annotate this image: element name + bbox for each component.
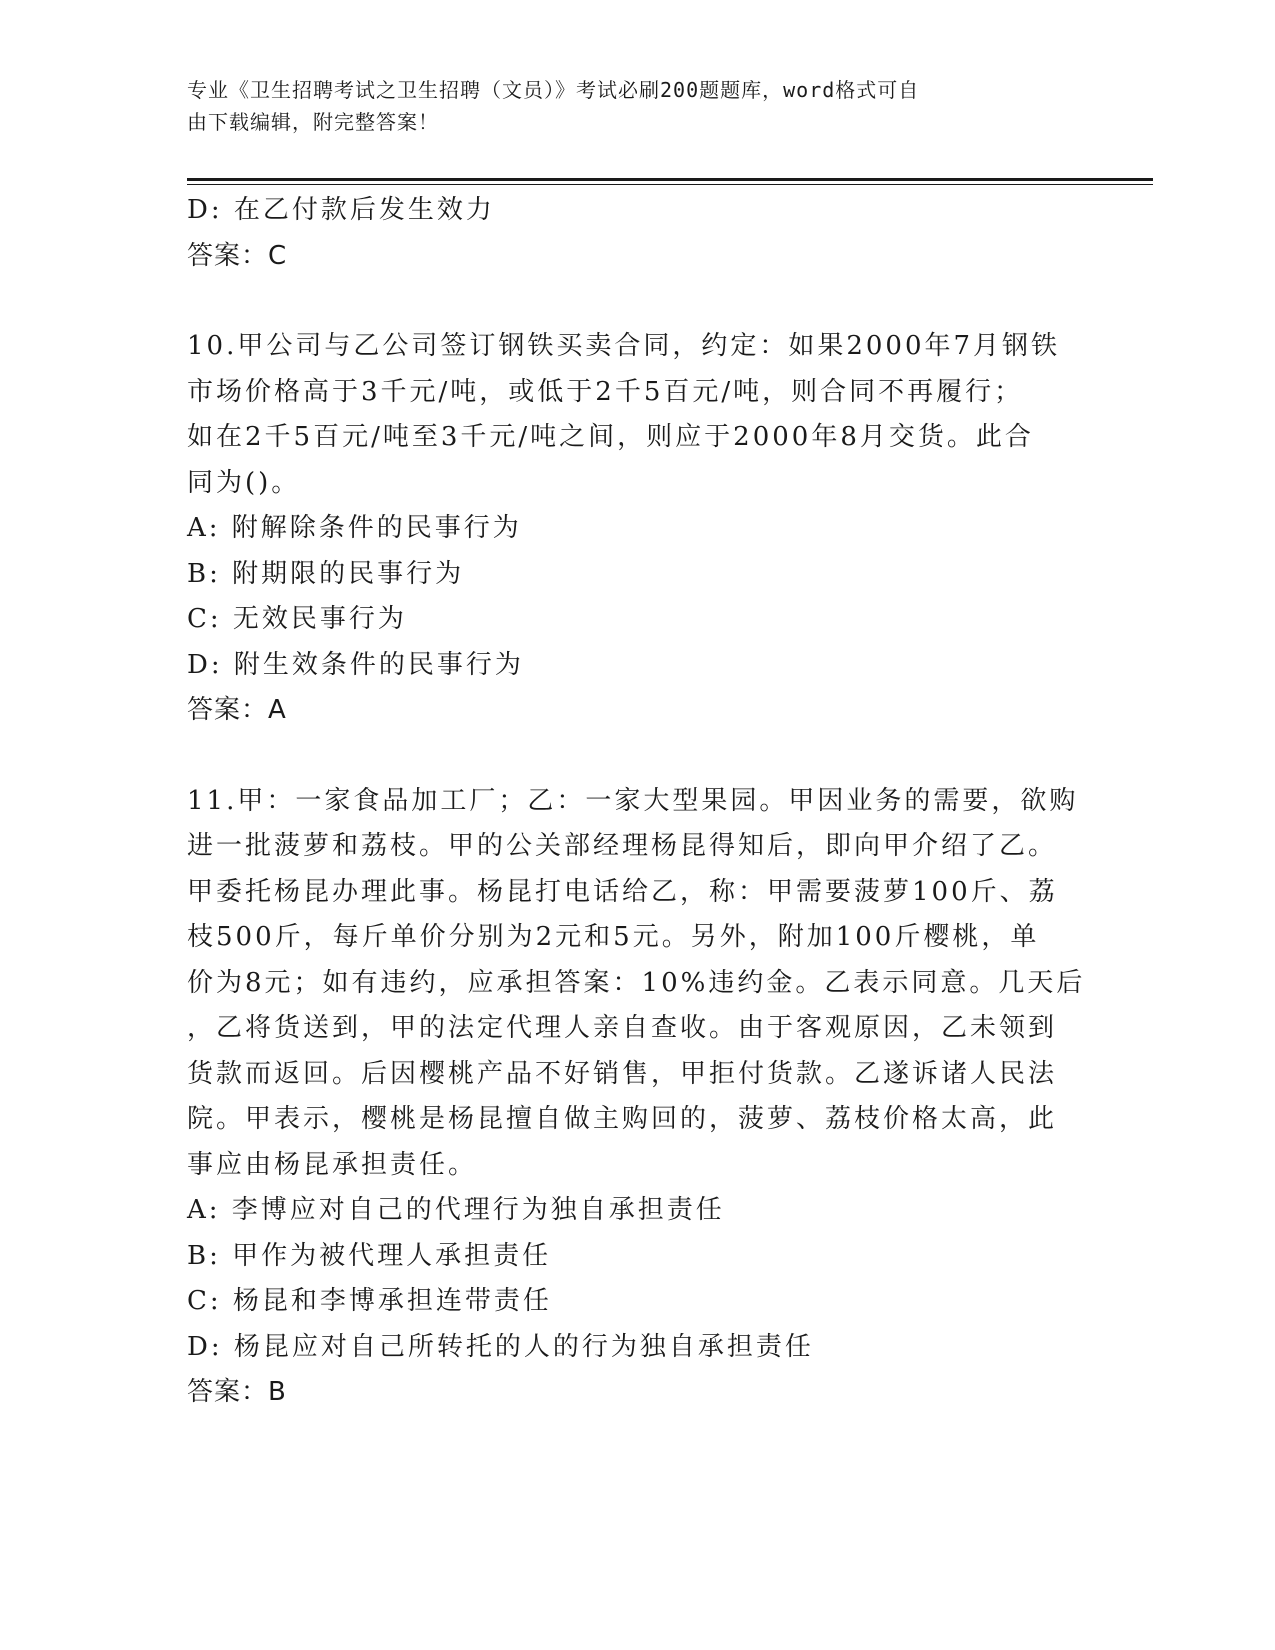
q10-stem-line: 市场价格高于3千元/吨，或低于2千5百元/吨，则合同不再履行； [187, 376, 1024, 407]
q11-stem-line: 11.甲：一家食品加工厂；乙：一家大型果园。甲因业务的需要，欲购 [187, 785, 1079, 816]
document-body [187, 188, 1087, 1416]
prev-answer: 答案：C [187, 240, 288, 271]
spacer [187, 734, 1087, 779]
header-divider-thick [187, 178, 1153, 181]
spacer [187, 279, 1087, 324]
q11-stem-line: 进一批菠萝和荔枝。甲的公关部经理杨昆得知后，即向甲介绍了乙。 [187, 831, 1058, 861]
q10-stem-line: 10.甲公司与乙公司签订钢铁买卖合同，约定：如果2000年7月钢铁 [187, 331, 1061, 361]
q11-stem-line: 枝500斤，每斤单价分别为2元和5元。另外，附加100斤樱桃，单 [187, 922, 1040, 952]
q10-stem-line: 如在2千5百元/吨至3千元/吨之间，则应于2000年8月交货。此合 [187, 422, 1034, 452]
q11-option-a: A: 李博应对自己的代理行为独自承担责任 [187, 1195, 725, 1225]
q10-answer: 答案：A [187, 695, 287, 725]
q11-answer: 答案：B [187, 1377, 287, 1407]
q10-option-b: B: 附期限的民事行为 [187, 558, 465, 589]
q11-stem-line: 院。甲表示，樱桃是杨昆擅自做主购回的，菠萝、荔枝价格太高，此 [187, 1104, 1058, 1134]
q11-stem-line: 货款而返回。后因樱桃产品不好销售，甲拒付货款。乙遂诉诸人民法 [187, 1058, 1058, 1089]
document-header [187, 74, 1067, 138]
q11-stem-line: ，乙将货送到，甲的法定代理人亲自查收。由于客观原因，乙未领到 [187, 1013, 1058, 1043]
q10-option-a: A: 附解除条件的民事行为 [187, 513, 522, 543]
question-11 [187, 779, 1087, 1416]
header-line-1: 专业《卫生招聘考试之卫生招聘（文员）》考试必刷200题题库，word格式可自 [187, 78, 920, 102]
question-10 [187, 324, 1087, 734]
q11-stem-line: 价为8元；如有违约，应承担答案：10%违约金。乙表示同意。几天后 [187, 967, 1086, 998]
q11-option-d: D: 杨昆应对自己所转托的人的行为独自承担责任 [187, 1331, 814, 1362]
header-divider-thin [187, 184, 1153, 185]
q11-option-b: B: 甲作为被代理人承担责任 [187, 1240, 552, 1271]
q10-option-d: D: 附生效条件的民事行为 [187, 649, 524, 680]
q11-option-c: C: 杨昆和李博承担连带责任 [187, 1286, 552, 1316]
q11-stem-line: 事应由杨昆承担责任。 [187, 1149, 478, 1180]
q10-stem-line: 同为()。 [187, 467, 301, 498]
q10-option-c: C: 无效民事行为 [187, 604, 407, 634]
prev-option-d: D: 在乙付款后发生效力 [187, 195, 495, 225]
q11-stem-line: 甲委托杨昆办理此事。杨昆打电话给乙，称：甲需要菠萝100斤、荔 [187, 876, 1058, 907]
header-line-2: 由下载编辑，附完整答案！ [187, 110, 439, 134]
